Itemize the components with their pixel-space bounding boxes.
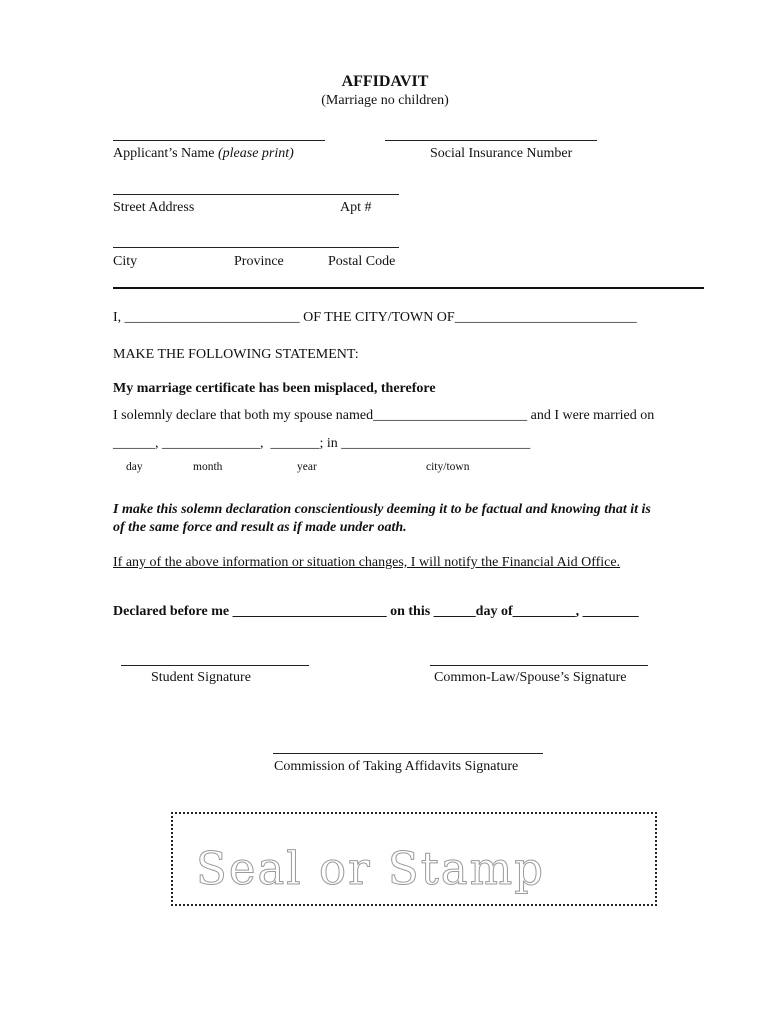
make-statement-heading: MAKE THE FOLLOWING STATEMENT: — [113, 347, 359, 362]
i-of-city-line[interactable]: I, _________________________ OF THE CITY/TOWN OF__________________________ — [113, 310, 637, 325]
student-signature-label: Student Signature — [151, 670, 251, 685]
solemn-declaration-line-1: I make this solemn declaration conscientiously deeming it to be factual and knowing that it is — [113, 502, 651, 517]
document-subtitle: (Marriage no children) — [321, 93, 449, 108]
city-town-label: city/town — [426, 461, 470, 473]
please-print-hint: (please print) — [217, 146, 294, 161]
city-province-line[interactable] — [113, 247, 399, 248]
street-address-label: Street Address — [113, 200, 195, 215]
sin-label: Social Insurance Number — [430, 146, 573, 161]
street-address-line[interactable] — [113, 194, 399, 195]
applicant-name-line[interactable] — [113, 140, 325, 141]
province-label: Province — [234, 254, 284, 269]
city-label: City — [113, 254, 138, 269]
applicant-name-label-text: Applicant’s Name — [113, 146, 215, 161]
commission-signature-line[interactable] — [273, 753, 543, 754]
spouse-signature-label: Common-Law/Spouse’s Signature — [434, 670, 627, 685]
month-label: month — [193, 461, 223, 473]
seal-stamp-text: Seal or Stamp — [196, 842, 546, 895]
document-title: AFFIDAVIT — [341, 73, 429, 90]
postal-code-label: Postal Code — [328, 254, 396, 269]
day-label: day — [126, 461, 143, 473]
declared-before-line[interactable]: Declared before me ______________________ on this ______day of_________, ________ — [113, 604, 639, 619]
declare-line[interactable]: I solemnly declare that both my spouse named______________________ and I were married on — [113, 408, 655, 423]
student-signature-line[interactable] — [121, 665, 309, 666]
misplaced-statement: My marriage certificate has been misplaced, therefore — [113, 381, 436, 396]
section-divider — [113, 287, 704, 289]
sin-line[interactable] — [385, 140, 597, 141]
commission-signature-label: Commission of Taking Affidavits Signature — [274, 759, 519, 774]
notify-statement: If any of the above information or situation changes, I will notify the Financial Aid Office. — [113, 555, 621, 570]
solemn-declaration-line-2: of the same force and result as if made under oath. — [113, 520, 407, 535]
apt-label: Apt # — [340, 200, 372, 215]
marriage-date-line[interactable]: ______, ______________, _______; in ___________________________ — [113, 436, 531, 451]
spouse-signature-line[interactable] — [430, 665, 648, 666]
applicant-name-label — [113, 147, 294, 161]
year-label: year — [297, 461, 317, 473]
